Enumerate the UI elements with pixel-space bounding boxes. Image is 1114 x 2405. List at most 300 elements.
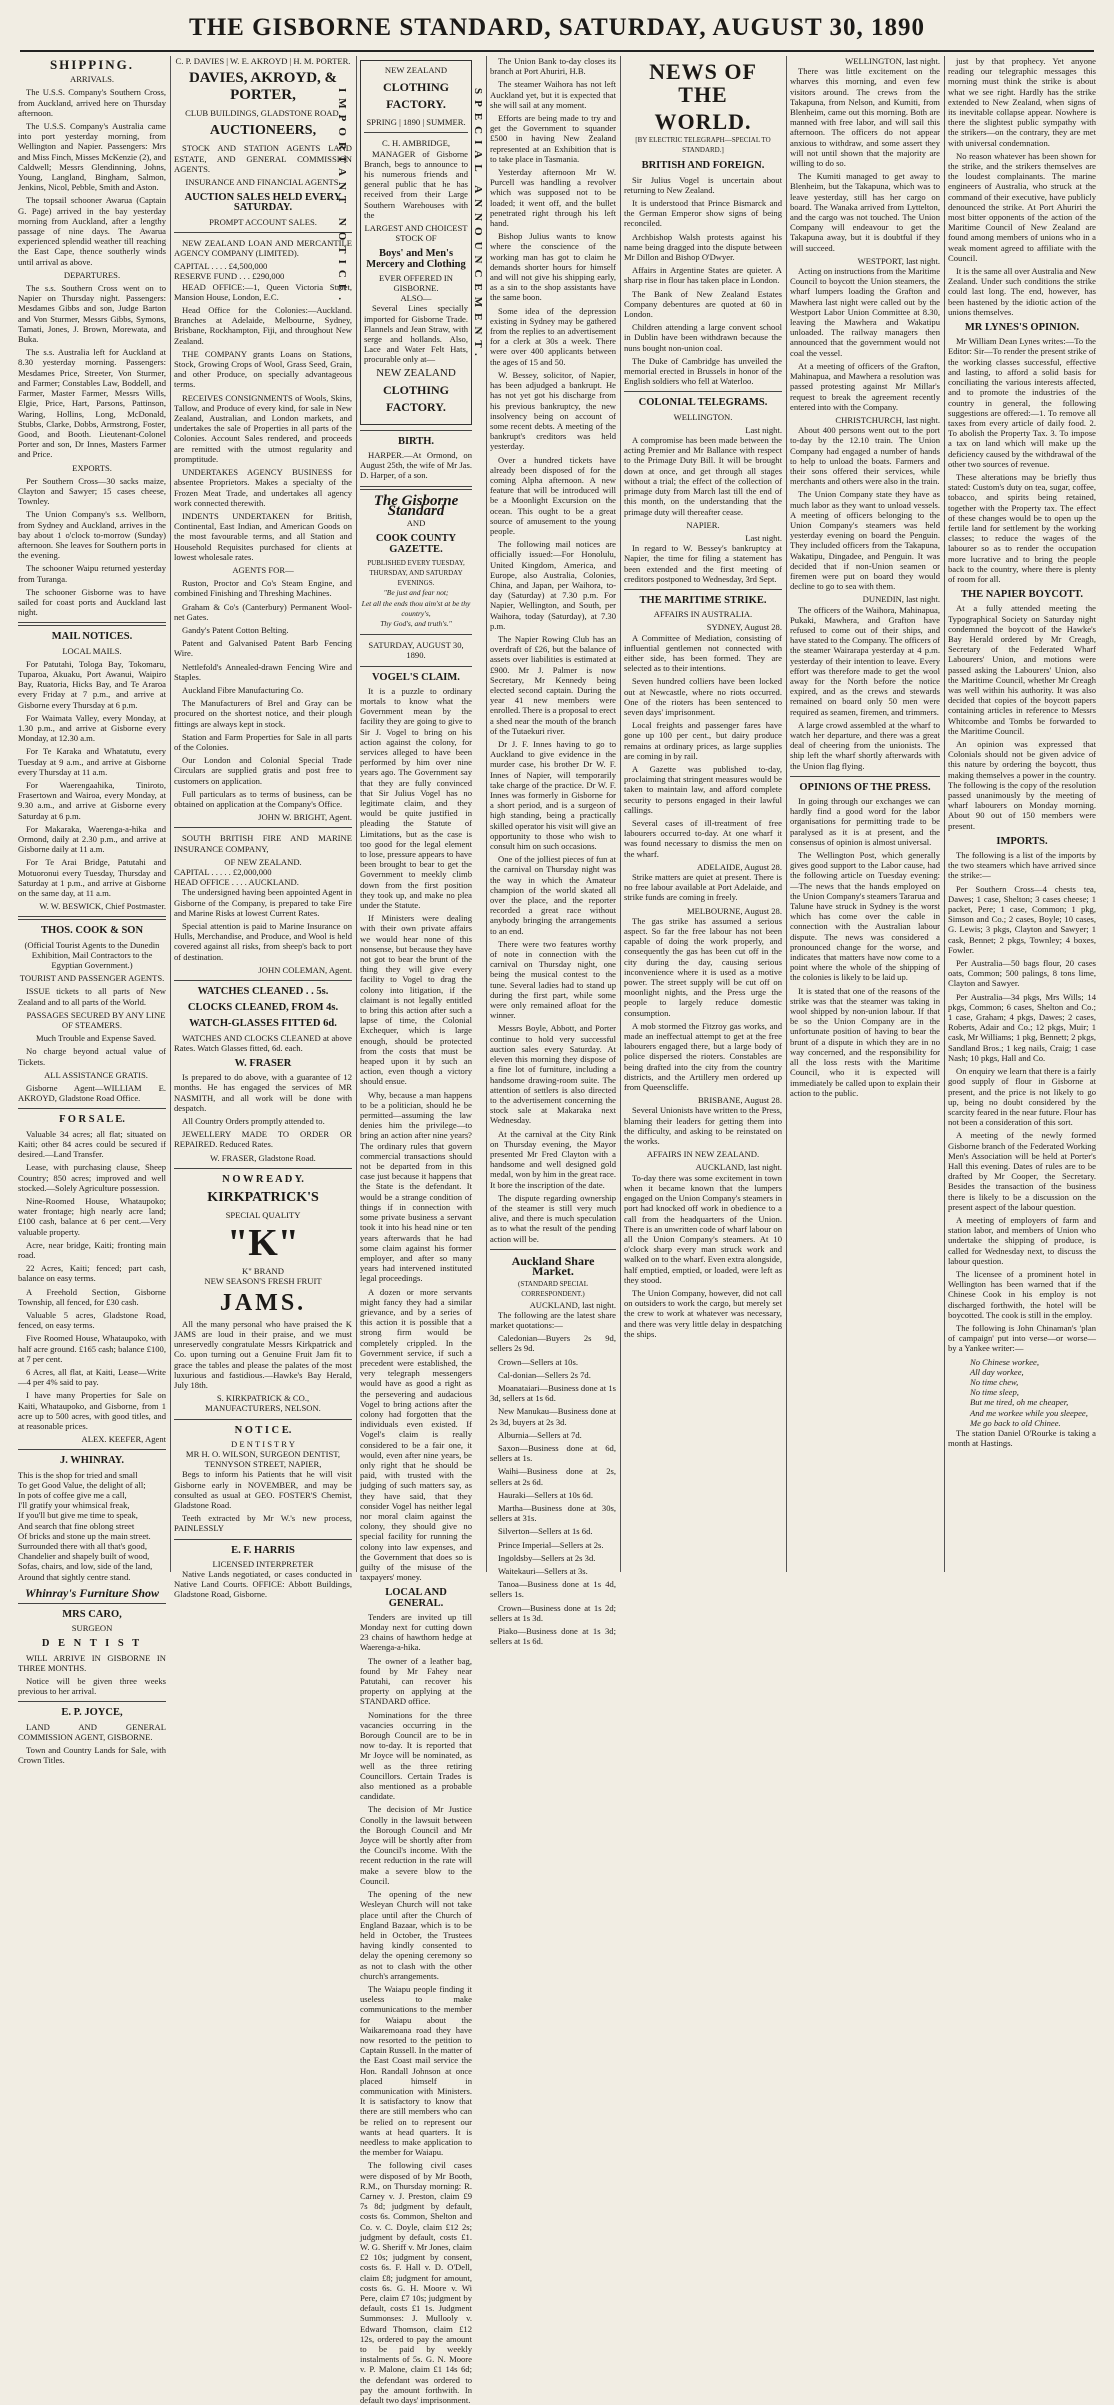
stock-text: STOCK AND STATION AGENTS LAND ESTATE, AND GENERAL COMMISSION AGENTS. [174,143,352,174]
kirk-season: NEW SEASON'S FRESH FRUIT [204,1276,322,1287]
vogel-text: If Ministers were dealing with their own private affairs we would hear none of this nonsense, but because they have not got to bear the brunt of the thing they will give every facility to Vogel to drag the colony into litigation, if the claimant is not legally entitled to bring this action after such a lapse of time, the Colonial Exchequer, which is large enough, should be protected from the costs that must be heaped upon it by such an action, even though a victory should ensue. [360,913,472,1087]
firm-name: DAVIES, AKROYD, & PORTER, [188,70,338,104]
caro-heading: MRS CARO, [62,1609,122,1621]
cook-text: ALL ASSISTANCE GRATIS. [44,1069,148,1080]
whinray-verse: Chandelier and shapely built of wood, [18,1551,150,1562]
column-rule [356,56,357,1572]
arrivals-text: The U.S.S. Company's Southern Cross, from Auckland, arrived here on Thursday afternoon. [18,87,166,118]
sale-agent: ALEX. KEEFER, Agent [81,1434,166,1445]
caro-text: Notice will be given three weeks previous to her arrival. [18,1676,166,1697]
final-text: The station Daniel O'Rourke is taking a month at Hastings. [948,1428,1096,1449]
column-rule [620,56,621,1572]
whinray-show: Whinray's Furniture Show [24,1585,160,1600]
agents-text: Our London and Colonial Special Trade Circulars are supplied gratis and post free to customers on application. [174,755,352,786]
fraser-text: All Country Orders promptly attended to. [182,1116,325,1127]
british-text: Children attending a large convent school in Dublin have been withdrawn because the nuns bought non-union coal. [624,322,782,353]
imports-heading: IMPORTS. [996,835,1048,847]
standard-and: AND [406,518,426,529]
capital-line: CAPITAL . . . . £4,500,000 [174,261,268,272]
news-text: The dispute regarding ownership of the steamer is still very much alive, and there is much speculation as to what the result of the pending action will be. [490,1192,616,1244]
prompt-line: PROMPT ACCOUNT SALES. [209,216,317,227]
colonial-heading: COLONIAL TELEGRAMS. [638,397,768,409]
imports-text: Per Southern Cross—4 chests tea, Dawes; 1 case, Shelton; 3 cases cheese; 1 packet, Pere; 1 case, Common; 1 pkg, Simson and Co.; 2 cases, Boyle; 10 cases, G. Lewis; 3 pkgs, Clayton and Sawyer; 1 cask, Bennet; 2 pkgs, Townley; 4 boxes, Fowler. [948,883,1096,955]
nzloan-text: THE COMPANY grants Loans on Stations, Stock, Growing Crops of Wool, Grass Seed, Grain, and other Produce, on specially advantageous terms. [174,348,352,390]
world-heading: WORLD. [654,109,752,134]
verse-line: Me go back to old Chinee. [970,1417,1061,1428]
sale-text: Five Roomed House, Whataupoko, with half acre ground. £165 cash; balance £100, at 7 per cent. [18,1333,166,1364]
sb-head: HEAD OFFICE . . . . AUCKLAND. [174,877,299,888]
whinray-verse: And search that fine oblong street [18,1520,135,1531]
mail-text: For Waimata Valley, every Monday, at 1.30 p.m., and arrive at Gisborne every Monday, at 12.30 a.m. [18,712,166,744]
nz-affairs-text: To-day there was some excitement in town when it became known that the lumpers engaged on the Union Company's steamers in port had knocked off work in obedience to a call from the headquarters of the Union. There is an unwritten code of wharf labour on all the Union Company's steamers. At 10 o'clock sharp every man struck work and walked on to the wharf. Even extra alongside, half emptied, emptied, or loaded, were left as they stood. [624,1172,782,1285]
imports-text: Per Australia—34 pkgs, Mrs Wills; 14 pkgs, Common; 6 cases, Shelton and Co.; 1 case, Graham; 4 pkgs, Dawes; 2 cases, Roberts, Adair and Co.; 12 pkgs, Muir; 1 cask, Mr Williams; 1 pkg, Bennett; 2 pkgs, Sandland Bros.; 1 keg nails, Craig; 1 case Nash; 10 pkgs, Hall and Co. [948,991,1096,1063]
verse-line: And me workee while you sleepee, [970,1407,1088,1418]
divider [174,1539,352,1540]
affairs-text: Several cases of ill-treatment of free labourers occurred to-day. At one wharf it was found necessary to dismiss the men on the wharf. [624,817,782,859]
column-3 [360,56,472,2405]
napier-date: Last night. [745,532,782,543]
divider [18,1603,166,1604]
verse-line: No Chinese workee, [970,1356,1039,1367]
joyce-text: Town and Country Lands for Sale, with Crown Titles. [18,1745,166,1766]
share-text: Prince Imperial—Sellers at 2s. [498,1539,604,1550]
coleman-signature: JOHN COLEMAN, Agent. [258,964,352,975]
melbourne-text: A mob stormed the Fitzroy gas works, and made an ineffectual attempt to get at the free labourers engaged there, but a large body of police dispersed the rioters. Constables are being drafted into the city from the country districts, and the Artillery men ordered up from Queenscliffe. [624,1020,782,1093]
watches-line: WATCHES CLEANED . . 5s. [197,986,329,998]
sb-text: Special attention is paid to Marine Insurance on Hulls, Merchandise, and Produce, and Wool is held covered against all risks, from sheep's back to port of destination. [174,921,352,962]
share-text: Cal-donian—Sellers 2s 7d. [498,1369,591,1380]
column-5 [624,56,782,1572]
share-text: Piako—Business done at 1s 3d; sellers at 1s 6d. [490,1626,616,1647]
arrivals-heading: ARRIVALS. [69,74,114,85]
share-text: Crown—Business done at 1s 2d; sellers at 1s 3d. [490,1602,616,1623]
column-1 [18,56,166,1766]
divider [490,1249,616,1250]
vogel-text: It is a puzzle to ordinary mortals to know what the Government mean by the facility they are going to give to Sir J. Vogel to bring on his action against the colony, for services alleged to have been performed by him over nine years ago. The Government say that they are fully convinced that Sir Julius Vogel has no legitimate claim, and they would be quite justified in pleading the Statute of Limitations, but as the case is too good for the legal element to lose, pressure appears to have been brought to bear to get the Government to meekly climb down from the first position they took up, and make no plea under the Statute. [360,685,472,910]
watches-line: CLOCKS CLEANED, FROM 4s. [187,1002,339,1014]
news-text: There were two features worthy of note in connection with the carnival on Thursday night, one being the musical contest to the tune. Several ladies had to stand up during the first part, while some were only remained afloat for the winner. [490,938,616,1021]
cook-text: Gisborne Agent—WILLIAM E. AKROYD, Gladstone Road Office. [18,1083,166,1104]
lynes-text: These alterations may be briefly thus stated: Custom's duty on tea, sugar, coffee, tobacco, and spirits being retained, together with the Property tax. The effect of these changes would be to open up the fertile land for settlement by the working classes; to reduce the wages of the labourer so as to render the occupation more lucrative and to bring the people back to the country, where there is plenty of room for all. [948,471,1096,584]
kirk-company: S. KIRKPATRICK & CO., [216,1393,310,1404]
agents-text: Auckland Fibre Manufacturing Co. [182,684,304,695]
auctioneers-heading: AUCTIONEERS, [209,123,317,139]
divider [790,776,940,777]
brisbane-text: Several Unionists have written to the Press, blaming their leaders for getting them into the difficulty, and asking to be reinstated on the works. [624,1105,782,1147]
affairs-heading: AFFAIRS IN AUSTRALIA. [653,609,753,620]
club-address: CLUB BUILDINGS, GLADSTONE ROAD, [185,108,341,119]
editorial-text: The licensee of a prominent hotel in Wellington has been warned that if the Chinese Cook in his employ is not discharged forthwith, the hotel will be boycotted. The cook is still in the employ. [948,1268,1096,1320]
wellington-text: A compromise has been made between the acting Premier and Mr Ballance with respect to the Primage Duty Bill. It will be brought down at once, and get through all stages without a trial; the effect of the collection of primage duty from March last till the end of this month, on the understanding that the primage duty will thereafter cease. [624,435,782,517]
ever-line: EVER OFFERED IN GISBORNE. [378,272,453,294]
local-text: The opening of the new Wesleyan Church will not take place until after the Church of England Bazaar, which is to be held in October, the Trustees having kindly consented to delay the opening ceremony so as not to clash with the other church's arrangements. [360,1889,472,1981]
affairs-text: Local freights and passenger fares have gone up 100 per cent., but dairy produce remains at ordinary prices, as large supplies are coming in by rail. [624,720,782,761]
british-text: Archbishop Walsh protests against his name being dragged into the dispute between Mr Dillon and Bishop O'Dwyer. [624,231,782,263]
agents-text: Gandy's Patent Cotton Belting. [182,624,289,635]
verse-line: All day workee, [970,1366,1024,1377]
divider [18,622,166,626]
divider [360,666,472,667]
whinray-verse: This is the shop for tried and small [18,1469,138,1480]
british-text: Affairs in Argentine States are quieter. A sharp rise in flour has taken place in London. [624,265,782,286]
local-text: The Waiapu people finding it useless to make communications to the member for Waiapu about the Waikaremoana road they have now resorted to the petition to Captain Russell. In the matter of the East Coast mail service the Hon. Randall Johnson at once placed himself in communication with Ministers. It is satisfactory to know that there are still members who can be relied on to represent our wants at head quarters. It is needless to make application to the member for Waiapu. [360,1983,472,2158]
divider [174,1419,352,1420]
editorial-text: It is the same all over Australia and New Zealand. Under such conditions the strike could last long. The end, however, has been hastened by the idiotic action of the unions themselves. [948,266,1096,317]
british-text: Sir Julius Vogel is uncertain about returning to New Zealand. [624,174,782,195]
also-text: Several Lines specially imported for Gisborne Trade. Flannels and Jean Straw, with serge and hollands. Also, Lace and Water Felt Hats, procurable only at— [364,303,468,365]
whinray-heading: J. WHINRAY. [59,1455,125,1467]
local-text: The owner of a leather bag, found by Mr Fahey near Patutahi, can recover his property on applying at the STANDARD office. [360,1655,472,1707]
share-text: Tanoa—Business done at 1s 4d, sellers 1s. [490,1579,616,1600]
sale-text: Lease, with purchasing clause, Sheep Country; 850 acres; improved and well stocked.—Solely Agriculture possession. [18,1162,166,1193]
opinions-text: In going through our exchanges we can hardly find a good word for the labor organisations for permitting trade to be paralysed as it is at present, and the consensus of opinion is almost universal. [790,796,940,847]
verse-block [948,1357,1096,1428]
standard-title: The Gisborne Standard [373,492,459,519]
news-text: The steamer Waihora has not left Auckland yet, but it is expected that she will sail at any moment. [490,79,616,110]
cook-text: Much Trouble and Expense Saved. [35,1033,157,1044]
sale-text: Valuable 5 acres, Gladstone Road, fenced, on easy terms. [18,1309,166,1331]
divider [174,827,352,828]
column-rule [786,56,787,1572]
meeting-text: A meeting of the newly formed Gisborne branch of the Federated Working Men's Association will be held at Porter's Hall this evening. Dates of rules are to be drafted by Mr Cooper, the Secretary. Besides the transaction of the business there is likely to be a discussion on the present aspect of the labour question. [948,1130,1096,1212]
mail-text: For Patutahi, Tologa Bay, Tokomaru, Tuparoa, Akuaku, Port Awanui, Waipiro Bay, Ruatoria, Hicks Bay, and Te Araroa every Friday at 7 p.m., and arrive at Gisborne every Thursday at 6 p.m. [18,658,166,710]
strike-text: The Union Company state they have as much labor as they want to unload vessels. A meeting of officers belonging to the Union Company's steamers was held yesterday evening on board the Penguin. They included officers from the Takapuna, Wakatipu, Dingadee, and Penguin. It was decided that if non-Union seamen or firemen were put on board they would decline to go to sea with them. [790,489,940,592]
fraser-text: WATCHES AND CLOCKS CLEANED at above Rates. Watch Glasses fitted, 6d. each. [174,1032,352,1053]
clothing-heading-2: CLOTHING FACTORY. [382,382,449,414]
agents-text: Nettlefold's Annealed-drawn Fencing Wire and Staples. [174,661,352,682]
share-text: Hauraki—Sellers at 10s 6d. [498,1489,593,1500]
wilson-address: TENNYSON STREET, NAPIER, [204,1459,322,1470]
sbritish-heading: SOUTH BRITISH FIRE AND MARINE INSURANCE COMPANY, [174,833,352,854]
column-2 [174,56,352,1600]
opinions-text: The Wellington Post, which generally gives good support to the Labor cause, had the following article on Tuesday evening:—The news that the hands employed on the Union Company's steamers Tararua and Talune have struck in Sydney is the worst which has come over the cable in connection with the Australian labour dispute. The news was considered a pronounced change for the worse, and indicates that matters have now come to a point where the whole of the shipping of the colonies is likely to be laid up. [790,850,940,983]
strike-text: At a meeting of officers of the Grafton, Mahinapua, and Mawhera a resolution was passed protesting against Mr Millar's request to break the agreement recently entered into with the Company. [790,360,940,412]
news-text: The following mail notices are officially issued:—For Honolulu, United Kingdom, America, and Europe, also Australia, Colonies, China, and Japan, per Waihora, to-day (Saturday) at 7.30 p.m. For Napier, Wellington, and South, per Waihora, today (Saturday), at 7.30 p.m. [490,539,616,631]
news-text: Some idea of the depression existing in Sydney may be gathered from the replies to an advertisement for a clerk at 30s a week. There were over 400 applicants between the ages of 15 and 50. [490,305,616,367]
dateline: WELLINGTON, last night. [845,56,940,66]
chinese-text: The following is John Chinaman's 'plan of campaign' put into verse—or worse—by a Yankee writer:— [948,1322,1096,1354]
fraser-text: JEWELLERY MADE TO ORDER OR REPAIRED. Reduced Rates. [174,1129,352,1150]
agents-heading: AGENTS FOR— [232,564,294,575]
shipping-heading: SHIPPING. [49,57,135,72]
for-sale-heading: F O R S A L E. [59,1114,125,1126]
wellington-date: Last night. [745,424,782,435]
whinray-verse: Around that sightly centre stand. [18,1571,131,1582]
birth-heading: BIRTH. [397,435,435,447]
boycott-heading: THE NAPIER BOYCOTT. [960,589,1084,601]
auction-line: AUCTION SALES HELD EVERY SATURDAY. [184,192,342,214]
cook-text: ISSUE tickets to all parts of New Zealand and to all parts of the World. [18,986,166,1007]
fraser-name: W. FRASER [234,1058,292,1070]
strike-text: Acting on instructions from the Maritime Council to boycott the Union steamers, the wharf lumpers loading the Grafton and Mawhera last night were called out by the Westport Labor Union Committee at 8.30, leaving the Mawhera and Wakatipu unloaded. The railway managers then announced that the government would not coal the vessel. [790,266,941,358]
kirk-text: All the many personal who have praised the K JAMS are loud in their praise, and we must unreservedly congratulate Messrs Kirkpatrick and Co. upon turning out a Genuine Fruit Jam fit to grace the tables and please the palates of the most luxurious and fastidious.—Hawke's Bay Herald, July 18th. [174,1318,352,1390]
jams-heading: JAMS. [219,1289,307,1316]
caro-sub: SURGEON [71,1623,113,1634]
dentistry-heading: D E N T I S T R Y [231,1438,295,1449]
lynes-text: Mr William Dean Lynes writes:—To the Editor: Sir—To render the present strike of the working classes successful, effective and lasting, to afford a solid basis for conciliating the various interests affected, and to promote the industries of the country in general, the following suggestions are offered:—1. To remove all taxes from every article of daily food. 2. To abolish the Property Tax. 3. To impose a tax on land which will make up the deficiency caused by the withdrawal of the other two sources of revenue. [948,336,1096,469]
whinray-verse: To get Good Value, the delight of all; [18,1479,146,1490]
exports-text: Per Southern Cross—30 sacks maize, Clayton and Sawyer; 15 cases cheese, Townley. [18,475,166,507]
column-4 [490,56,616,1647]
brisbane-date: BRISBANE, August 28. [697,1095,782,1106]
agents-text: Station and Farm Properties for Sale in all parts of the Colonies. [174,731,352,752]
column-7 [948,56,1096,1572]
vogel-text: Why, because a man happens to be a politician, should he be permitted—assuming the law denies him the privilege—to bring an action after nine years? The ordinary rules that govern commercial transactions should not be departed from in this case just because it happens that the State is the defendant. It would be a strange condition of things if in connection with some private business a servant took it into his head nine or ten years afterwards that he had some claim against his former employer, and after so many years had intervened instituted legal proceedings. [360,1089,472,1284]
wellington-heading: WELLINGTON. [673,411,733,422]
share-text: Waitekauri—Sellers at 3s. [498,1566,588,1577]
verse-line: But me tired, oh me cheaper, [970,1397,1069,1408]
reserve-line: RESERVE FUND . . . £290,000 [174,271,285,282]
divider [174,980,352,981]
partners-line: C. P. DAVIES | W. E. AKROYD | H. M. PORTER. [175,56,351,66]
headoffice-text: HEAD OFFICE:—1, Queen Victoria Street, Mansion House, London, E.C. [174,281,352,302]
arrivals-text: The topsail schooner Awarua (Captain G. Page) arrived in the bay yesterday morning from Auckland, after a lengthy passage of nine days. The Awarua experienced splendid weather till reaching the East Cape, thence southerly winds until arrival as above. [18,195,166,267]
nz-heading-2: NEW ZEALAND [376,366,456,379]
whinray-verse: Surrounded there with all that's good, [18,1541,147,1551]
insurance-line: INSURANCE AND FINANCIAL AGENTS. [185,177,341,188]
divider [360,430,472,431]
divider [364,132,468,133]
departures-text: The s.s. Southern Cross went on to Napier on Thursday night. Passengers: Mesdames Gibbs and son, Judge Barton and Von Sturmer, Messrs Gibbs, Symons, Tamati, Jones, J. Brown, Morewata, and Buka. [18,283,166,345]
melbourne-text: The gas strike has assumed a serious aspect. So far the free labour has not been capable of doing the work properly, and consequently the gas has been cut off in the city during the day, causing serious inconvenience where it is used as a motive power. The street supply will be cut off on moonlight nights, and the Press urge the people to largely reduce domestic consumption. [624,915,782,1018]
local-text: Tenders are invited up till Monday next for cutting down 23 chains of hawthorn hedge at Waerenga-a-hika. [360,1611,472,1653]
divider [18,916,166,920]
harris-text: Native Lands negotiated, or cases conducted in Native Land Courts. OFFICE: Abbott Buildings, Gladstone Road, Gisborne. [174,1568,352,1600]
auckland-date: AUCKLAND, last night. [695,1162,782,1173]
divider [174,232,352,233]
local-text: The following civil cases were disposed of by Mr Booth, R.M., on Thursday morning: R. Carney v. J. Preston, claim £9 7s 8d; judgment by default, costs 6s. Common, Shelton and Co. v. C. Doyle, claim £12 2s; judgment by default, costs £1. W. G. Sheriff v. Mr Jones, claim £2 10s; judgment by consent, costs 6s. F. Hall v. D. O'Dell, claim £8; judgment for amount, costs 6s. G. H. Moore v. Wi Pere, claim £7 10s; judgment by default, costs £1 1s. Judgment Summonses: J. Mullooly v. Edward Thomson, claim £12 12s, ordered to pay the amount to be paid by weekly instalments of 5s. G. N. Moore v. P. Malone, claim £1 14s 6d; the defendant was ordered to pay the amount forthwith. In default two days' imprisonment. [360,2160,472,2405]
opinions-heading: OPINIONS OF THE PRESS. [799,781,931,793]
editorial-text: No reason whatever has been shown for the strike, and the strikers themselves are the loudest complainants. The marine engineers of Australia, who struck at the command of their executive, have publicly denounced the strike. At Port Ahuriri the most bitter opponents of the action of the Maritime Council of New Zealand are found among members of unions who in a weak moment agreed to affiliate with the Council. [948,150,1096,263]
sale-text: I have many Properties for Sale on Kaiti, Whataupoko, and Gisborne, from 1 acre up to 500 acres, with good titles, and at reasonable prices. [18,1390,166,1431]
mail-text: For Waerengaahika, Tiniroto, Frasertown and Wairoa, every Monday, at 9.30 a.m., and arrive at Gisborne every Saturday at 6 p.m. [18,780,166,821]
affairs-text: A Committee of Mediation, consisting of influential gentlemen not connected with either side, has been formed. They are selected as to their intentions. [624,632,782,674]
share-text: Silverton—Sellers at 1s 6d. [498,1526,593,1537]
news-text: W. Bessey, solicitor, of Napier, has been adjudged a bankrupt. He has not yet got his discharge from his previous bankruptcy, the new insolvency being on account of some recent debts. A meeting of the bankrupt's creditors was held yesterday. [490,369,616,452]
vogel-text: A dozen or more servants might fancy they had a similar grievance, and by a series of this action it is possible that a strong firm would be completely crippled. In the Government service, if such a precedent were established, the very telegraph messengers would have as good a right as the persevering and audacious Vogel to bring actions after the colony had forgotten that the individuals even existed. If Vogel's claim is really considered to be a fair one, it would, even after nine years, be only right that he should be paid, with trusted with the judging of such matters say, as they have said, that they consider Vogel has neither legal nor moral claim against the colony, they should give no special facility for running the colony into law expenses, and the Government that does so is guilty of the misuse of the taxpayers' money. [360,1286,472,1583]
exports-text: The schooner Gisborne was to have sailed for coast ports and Auckland last night. [18,586,166,618]
british-text: The Bank of New Zealand Estates Company debentures are quoted at 60 in London. [624,288,782,320]
news-text: Yesterday afternoon Mr W. Purcell was handling a revolver which was supposed not to be loaded; it went off, and the bullet penetrated right through his left hand. [490,167,616,229]
news-text: The Napier Rowing Club has an overdraft of £26, but the balance of assets over liabilities is estimated at £900. Mr J. Palmer is now Secretary, Mr Kennedy being elected second captain. During the year 41 new members were enrolled. There is a proposal to erect a shed near the mouth of the branch of the Tutaekuri river. [490,633,616,736]
lynes-heading: MR LYNES'S OPINION. [964,322,1080,334]
kirk-quality: SPECIAL QUALITY [225,1210,301,1221]
boycott-text: At a fully attended meeting the Typographical Society on Saturday night condemned the boycott of the Hawke's Bay Herald ordered by Mr Creagh, Secretary of the Federated Wharf Labourers' Union, and motions were passed asking the Labourers' Union, also the Maritime Council, whether Mr Creagh was well within his authority. It was also decided that copies of the boycott papers containing articles in reference to Messrs Whitcombe and Tombs be forwarded to the Maritime Council. [948,603,1096,736]
clothing-heading: CLOTHING FACTORY. [382,80,449,112]
sb-text: The undersigned having been appointed Agent in Gisborne of the Company, is prepared to take Fire and Marine Risks at lowest Current Rates. [174,887,352,918]
harris-heading: E. F. HARRIS [231,1544,295,1556]
sale-text: Valuable 34 acres; all flat; situated on Kaiti; other 84 acres could be secured if desired.—Land Transfer. [18,1128,166,1160]
divider [360,634,472,635]
ambridge-text: MANAGER of Gisborne Branch, begs to announce to his numerous friends and general public that he has received from their Large Southern Warehouses with the [364,148,468,220]
editorial-text: A meeting of employers of farm and station labor, and members of Union who undertake the shipping of produce, is called for Wednesday next, to discuss the labour question. [948,1214,1096,1266]
local-heading: LOCAL AND GENERAL. [385,1587,447,1609]
fraser-text: Is prepared to do above, with a guarantee of 12 months. He has engaged the services of MR NASMITH, and all work will be done with despatch. [174,1072,352,1113]
exports-heading: EXPORTS. [72,462,112,473]
share-text: Waihi—Business done at 2s, sellers at 2s 6d. [490,1466,616,1487]
masthead [20,14,1094,52]
sale-text: Acre, near bridge, Kaiti; fronting main road. [18,1239,166,1260]
auckland-share-heading: Auckland Share Market. [511,1253,595,1278]
whinray-verse: I'll gratify your whimsical freak, [18,1500,130,1511]
clothing-factory-ad [360,60,472,425]
local-mails-heading: LOCAL MAILS. [62,645,122,656]
wilson-name: MR H. O. WILSON, SURGEON DENTIST, [185,1448,341,1459]
news-text: Messrs Boyle, Abbott, and Porter continue to hold very successful auction sales every Saturday. At eleven this morning they dispose of a fine lot of furniture, including a handsome drawing-room suite. The attention of settlers is also directed to the advertisement concerning the stock sale at Makaraka next Wednesday. [490,1023,616,1126]
mail-heading: MAIL NOTICES. [51,631,133,643]
nz-affairs-heading: AFFAIRS IN NEW ZEALAND. [646,1149,760,1160]
bright-signature: JOHN W. BRIGHT, Agent. [258,812,352,823]
share-text: Ingoldsby—Sellers at 2s 3d. [498,1552,596,1563]
strike-text: A large crowd assembled at the wharf to watch her departure, and there was a great deal of cheering from the unionists. The ship left the wharf shortly afterwards with the Union flag flying. [790,719,940,771]
wilson-text: Teeth extracted by Mr W.'s new process, PAINLESSLY [174,1513,352,1534]
affairs-text: Seven hundred colliers have been locked out at Newcastle, where no riots occurred. One of the rioters has been sentenced to seven days' imprisonment. [624,676,782,717]
british-text: The Duke of Cambridge has unveiled the memorial erected in Brussels in honor of the English soldiers who fell at Waterloo. [624,355,782,387]
share-text: Caledonian—Buyers 2s 9d, sellers 2s 9d. [490,1333,616,1354]
sale-text: Nine-Roomed House, Whataupoko; water frontage; high nearly acre land; £100 cash, balance at 6 per cent.—Very valuable property. [18,1195,166,1237]
mail-text: For Te Arai Bridge, Patutahi and Motuoronui every Tuesday, Thursday and Saturday at 1 p.m., and arrive at Gisborne on the same day, at 11 a.m. [18,857,166,899]
divider [360,486,472,490]
auckland-share-sub: (STANDARD SPECIAL CORRESPONDENT.) [517,1280,589,1299]
caro-text: WILL ARRIVE IN GISBORNE IN THREE MONTHS. [18,1652,166,1673]
joyce-text: LAND AND GENERAL COMMISSION AGENT, GISBORNE. [18,1721,166,1742]
share-text: Alburnia—Sellers at 7d. [498,1429,582,1440]
kirk-brand: K" BRAND [242,1266,284,1277]
cook-text: PASSAGES SECURED BY ANY LINE OF STEAMERS. [26,1009,166,1031]
strike-text: The officers of the Waihora, Mahinapua, Pukaki, Mawhera, and Grafton have refused to come out of their ships, and have stated to the Company. The officers of the steamer Wairarapa yesterday at 4 p.m. yesterday of their intention to leave. Every effort was therefore made to get the wool away for the North before the notice expired, and as the crews and stewards remained on board only 50 men were required as seamen, firemen, and trimmers. [790,604,940,717]
news-sub: [BY ELECTRIC TELEGRAPH—SPECIAL TO STANDARD.] [635,136,771,155]
cook-text: No charge beyond actual value of Tickets. [18,1046,166,1067]
cook-heading: THOS. COOK & SON [40,925,144,937]
adelaide-text: Strike matters are quiet at present. There is no free labour available at Port Adelaide, and strike funds are coming in freely. [624,872,782,903]
divider [18,1701,166,1702]
local-text: The decision of Mr Justice Conolly in the lawsuit between the Borough Council and Mr Joyce will be shortly after from the Council's income. With the recent reduction in the rate will make a severe blow to the Council. [360,1804,472,1886]
cook-tourist: TOURIST AND PASSENGER AGENTS. [19,973,165,984]
sb-capital: CAPITAL . . . . . £2,000,000 [174,867,272,877]
now-ready: N O W R E A D Y. [222,1173,304,1185]
motto: "Be just and fear not; Let all the ends thou aim'st at be thy country's, Thy God's, and truth's." [361,588,471,628]
notice-heading: N O T I C E. [234,1424,292,1436]
whinray-verse: In pots of coffee give me a call, [18,1489,127,1500]
caro-dentist: D E N T I S T [41,1638,143,1650]
kirk-manufacturers: MANUFACTURERS, NELSON. [205,1403,321,1414]
divider [18,1449,166,1450]
column-6 [790,56,940,1572]
departures-text: The s.s. Australia left for Auckland at 8.30 yesterday morning. Passengers: Mesdames Price, Streeter, Von Sturmer, and Farmer; Constables Law, Boddell, and Farmer, Master Farmer, Messrs Wills, Elgie, Price, Hart, Parsons, Pattinson, Waring, Hollins, Long, McDonald, Stubbs, Clarke, Dobbs, Armstrong, Foster, Good, and Booth. Lieutenant-Colonel Porter and son, Dr Innes, Masters Farmer and Price. [18,347,166,460]
opinions-text: It is stated that one of the reasons of the strike was that the steamer was taking in wool shipped by non-union labour. If that be so the Union Company are in the unfortunate position of having to bear the brunt of a dispute in which they are in no way concerned, and the responsibility for all the loss rests with the Maritime Council, who it is expected will immediately be called upon to explain their action to the public. [790,985,940,1098]
kirkpatrick-heading: KIRKPATRICK'S [207,1190,319,1206]
special-announcement-vertical: SPECIAL ANNOUNCEMENT. [472,88,484,362]
column-rule [170,56,171,1572]
verse-line: No time sleep, [970,1387,1019,1398]
imports-text: Per Australia—50 bags flour, 20 cases oats, Common; 500 palings, 8 tons lime, Clayton and Sawyer. [948,958,1096,989]
share-text: Saxon—Business done at 6d, sellers at 1s. [490,1443,616,1464]
divider [624,589,782,590]
vogel-heading: VOGEL'S CLAIM. [372,671,460,683]
dateline: DUNEDIN, last night. [862,594,940,605]
nzloan-text: INDENTS UNDERTAKEN for British, Continental, East Indian, and American Goods on the most favourable terms, and all Station and Household Requisites purchased for clients at lowest wholesale rates. [174,510,352,562]
postmaster-signature: W. W. BESWICK, Chief Postmaster. [39,901,166,912]
share-text: Martha—Business done at 30s, sellers at 31s. [490,1503,616,1524]
strike-text: There was little excitement on the wharves this morning, and even few visitors around. The crews from the Takapuna, from Nelson, and Kumiti, from Blenheim, came out this morning. Both are manned with free labor, and will sail this afternoon. The officers do not appear anxious to withdraw, and some assert they will not until shown that the majority are willing to do so. [790,66,940,169]
edition-date: SATURDAY, AUGUST 30, 1890. [368,640,464,661]
spring-line: SPRING | 1890 | SUMMER. [366,117,466,128]
agents-text: Graham & Co's (Canterbury) Permanent Wool-net Gates. [174,601,352,622]
nzloan-text: RECEIVES CONSIGNMENTS of Wools, Skins, Tallow, and Produce of every kind, for sale in New Zealand, Australian, and London markets, and undertakes the sale of Properties in all parts of the Colonies. Account Sales rendered, and proceeds are remitted with the utmost regularity and promptitude. [174,392,352,464]
editorial-text: just by that prophecy. Yet anyone reading our telegraphic messages this morning must think the strike is about what we see right. Hardly has the strike extended to New Zealand, when signs of its inevitable collapse appear. Nowhere is there the slightest public sympathy with the strikers—on the contrary, they are met with universal condemnation. [948,56,1096,148]
sale-text: 6 Acres, all flat, at Kaiti, Lease—Write—4 per 4% said to pay. [18,1366,166,1388]
napier-text: In regard to W. Bessey's bankruptcy at Napier, the time for filing a statement has been extended and the first meeting of creditors postponed to Wednesday, 3rd Sept. [624,543,782,584]
k-brand-logo: "K" [227,1222,299,1265]
boycott-text: An opinion was expressed that Colonials should not be given advice of this nature by ordering the boycott, thus making themselves a power in the country. The following is the copy of the resolution passed unanimously by the meeting of wharf labourers on Monday morning. About 90 out of 150 members were present. [948,739,1096,831]
birth-text: HARPER.—At Ormond, on August 25th, the wife of Mr Jas. D. Harper, of a son. [360,450,472,481]
news-text: One of the jolliest pieces of fun at the carnival on Thursday night was the way in which the Amateur champion of the world skated all over the place, and the reporter recorded a great race without anybody bringing the arrangements to an end. [490,854,616,936]
exports-text: The schooner Waipu returned yesterday from Turanga. [18,563,166,584]
divider [18,1108,166,1109]
divider [624,391,782,392]
cook-subheading: (Official Tourist Agents to the Dunedin Exhibition, Mail Contractors to the Egyptian Government.) [24,939,160,971]
news-text: Over a hundred tickets have already been disposed of for the coming Alpha afternoon. A new feature that will be introduced will be a Moonlight Excursion on the ocean. This ought to be a great source of amusement to the young people. [490,454,616,536]
sale-text: 22 Acres, Kaiti; fenced; part cash, balance on easy terms. [18,1263,166,1284]
watches-line: WATCH-GLASSES FITTED 6d. [189,1018,337,1030]
mail-text: For Te Karaka and Whatatutu, every Tuesday at 9 a.m., and arrive at Gisborne every Thursday at 11 a.m. [18,746,166,777]
nz-affairs-text: The Union Company, however, did not call on outsiders to work the cargo, but merely set the crew to work at whatever was necessary, and there was very little delay in despatching the ships. [624,1287,782,1339]
agents-text: Ruston, Proctor and Co's Steam Engine, and combined Finishing and Threshing Machines. [174,578,352,599]
strike-text: The Kumiti managed to get away to Blenheim, but the Takapuna, which was to leave yesterday, still has her cargo on board. The Wanaka arrived from Lyttelton, and the cargo was not touched. The Union Company will endeavour to get the Takapuna away, but it is doubtful if they will succeed. [790,171,940,253]
news-text: Efforts are being made to try and get the Government to squander £500 in having New Zealand represented at an Exhibition that is to take place in Tasmania. [490,113,616,164]
strike-text: About 400 persons went out to the port to-day by the 12.10 train. The Union Company had engaged a number of hands to help to unload the boats. Farmers and their sons offered their services, while merchants and others were also in the train. [790,425,940,487]
nz-heading: NEW ZEALAND [384,65,448,75]
fraser-address: W. FRASER, Gladstone Road. [210,1152,316,1163]
joyce-heading: E. P. JOYCE, [61,1707,123,1719]
adelaide-date: ADELAIDE, August 28. [697,861,782,872]
news-text: At the carnival at the City Rink on Thursday evening, the Mayor presented Mr Fred Clayton with a handsome and well designed gold medal, won by him in the great race. It bore the inscription of the date. [490,1128,616,1190]
affairs-text: A Gazette was published to-day, proclaiming that stringent measures would be taken to maintain law, and afford complete security to persons engaged in their lawful callings. [624,763,782,815]
departures-heading: DEPARTURES. [63,269,121,280]
auckland-share-date: AUCKLAND, last night. [529,1299,616,1310]
maritime-heading: THE MARITIME STRIKE. [639,594,767,606]
whinray-verse: Sofas, chairs, and low, side of the land, [18,1561,153,1572]
share-text: New Manukau—Business done at 2s 3d, buyers at 2s 3d. [490,1406,616,1427]
british-text: It is understood that Prince Bismarck and the German Emperor show signs of being reconciled. [624,198,782,229]
largest-line: LARGEST AND CHOICEST STOCK OF [364,223,468,244]
colonies-text: Head Office for the Colonies:—Auckland. Branches at Adelaide, Melbourne, Sydney, Brisbane, Rockhampton, Fiji, and throughout New Zealand. [174,305,352,346]
sydney-date: SYDNEY, August 28. [706,622,782,633]
verse-line: No time chew, [970,1376,1019,1387]
published-line: PUBLISHED EVERY TUESDAY, THURSDAY, AND SATURDAY EVENINGS. [367,558,465,588]
agents-text: Patent and Galvanised Patent Barb Fencing Wire. [174,638,352,659]
imports-text: On enquiry we learn that there is a fairly good supply of flour in Gisborne at present, and the price is not likely to go up, being no doubt considered by the scarcity feared in the near future. Flour has not been a consideration of this sort. [948,1066,1096,1128]
agents-text: The Manufacturers of Brel and Gray can be procured on the shortest notice, and their plough fittings are always kept in stock. [174,698,352,729]
news-text: Bishop Julius wants to know where the conscience of the working man has got to claim he demands shorter hours for himself and will not give his shipping early, as a sin to the shop assistants have the same boon. [490,231,616,303]
arrivals-text: The U.S.S. Company's Australia came into port yesterday morning, from Wellington and Napier. Passengers: Mrs and Miss Finch, Misses McKenzie (2), and Caldwell; Messrs Glendinning, Johns, Young, Langland, Bingham, Salmon, Jenkins, Nicol, Pebble, Smith and Aston. [18,121,166,193]
whinray-verse: Of bricks and stone up the main street. [18,1530,151,1541]
harris-title: LICENSED INTERPRETER [212,1558,314,1569]
whinray-verse: If you'll but give me time to speak, [18,1510,138,1521]
melbourne-date: MELBOURNE, August 28. [686,905,782,916]
local-text: Nominations for the three vacancies occurring in the Borough Council are to be in now to-day. It is reported that Mr Joyce will be nominated, as well as the three retiring Councillors. Certain Trades is also mentioned as a probable candidate. [360,1709,472,1802]
agents-text: Full particulars as to terms of business, can be obtained on application at the Company's Office. [174,788,352,809]
share-text: The following are the latest share market quotations:— [490,1309,616,1330]
sale-text: A Freehold Section, Gisborne Township, all fenced, for £30 cash. [18,1286,166,1307]
boys-line: Boys' and Men's Mercery and Clothing [366,248,466,270]
sbritish-sub: OF NEW ZEALAND. [224,856,302,867]
column-rule [944,56,945,1572]
also-heading: ALSO— [400,293,432,304]
divider [174,1168,352,1169]
important-notice-vertical: IMPORTANT NOTICE. [336,88,348,306]
cook-county-title: COOK COUNTY GAZETTE. [375,533,457,555]
